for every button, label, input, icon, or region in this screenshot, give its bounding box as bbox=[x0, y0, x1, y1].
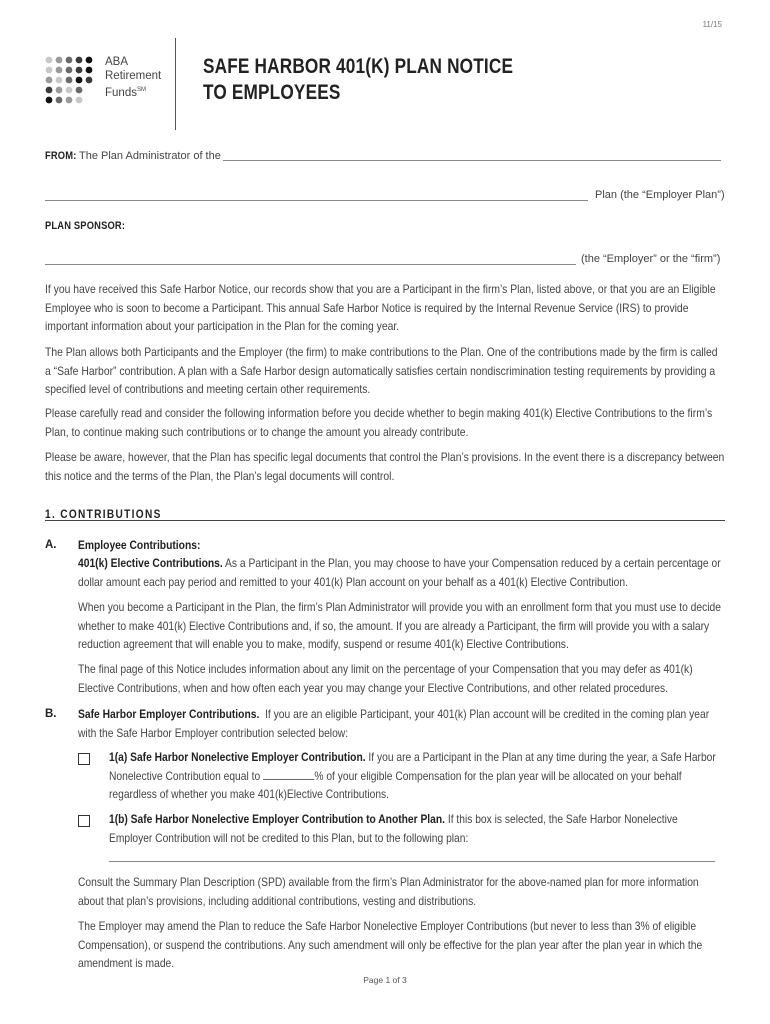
form-version: 11/15 bbox=[702, 20, 722, 29]
header-divider bbox=[175, 38, 176, 130]
logo-line-3: Funds℠ bbox=[105, 86, 146, 99]
plan-sponsor-field[interactable] bbox=[45, 264, 576, 265]
service-mark: SM bbox=[136, 87, 146, 93]
other-plan-name-field[interactable] bbox=[109, 861, 715, 862]
intro-paragraph-4: Please be aware, however, that the Plan has specific legal documents that control the Plan’s provisions. In the event there is a discrepancy between this notice and the terms of the Plan, the Plan’s legal documents will control. bbox=[45, 451, 725, 483]
document-title: SAFE HARBOR 401(K) PLAN NOTICE TO EMPLOYEES bbox=[203, 55, 514, 104]
option-1a-text: 1(a) Safe Harbor Nonelective Employer Contribution. If you are a Participant in the Plan at any time during the year, a Safe Harbor Nonelective Contribution equal to % of your eligible Compensation for the plan year will be allocated on your behalf regardless of whether you make 401(k)Elective Contributions. bbox=[109, 751, 716, 801]
logo-dot-grid-icon bbox=[45, 55, 101, 107]
contribution-percent-field[interactable] bbox=[263, 769, 314, 780]
item-a-title: Employee Contributions: bbox=[78, 539, 201, 552]
item-b-letter: B. bbox=[45, 708, 57, 720]
spd-paragraph: Consult the Summary Plan Description (SPD) available from the firm’s Plan Administrator for the above-named plan for more information about that plan’s provisions, including additional contributions, vesting and distributions. bbox=[78, 876, 699, 908]
option-1b-text: 1(b) Safe Harbor Nonelective Employer Contribution to Another Plan. If this box is selected, the Safe Harbor Nonelective Employer Contribution will not be credited to this Plan, but to the following plan: bbox=[109, 813, 678, 845]
item-a-paragraph-2: When you become a Participant in the Plan, the firm’s Plan Administrator will provide you with an enrollment form that you must use to decide whether to make 401(k) Elective Contributions and, if so, the amount. If you are already a Participant, the firm will provide you with a salary reduction agreement that will enable you to make, modify, suspend or resume 401(k) Elective Contributions. bbox=[78, 601, 722, 651]
intro-paragraph-3: Please carefully read and consider the following information before you decide whether to begin making 401(k) Elective Contributions to the firm’s Plan, to continue making such contributions or to change the amount you already contribute. bbox=[45, 407, 713, 439]
amendment-paragraph: The Employer may amend the Plan to reduce the Safe Harbor Nonelective Employer Contributions (but never to less than 3% of eligible Compensation), or suspend the contributions. Any such amendment will only be effective for the plan year after the plan year in which the amendment is made. bbox=[78, 920, 703, 970]
from-label: FROM: bbox=[45, 150, 77, 162]
logo-line-1: ABA bbox=[105, 56, 129, 68]
employer-plan-name-field[interactable] bbox=[45, 200, 588, 201]
plan-sponsor-label: PLAN SPONSOR: bbox=[45, 220, 126, 232]
item-a-paragraph-1: 401(k) Elective Contributions. As a Participant in the Plan, you may choose to have your Compensation reduced by a certain percentage or dollar amount each pay period and remitted to your 401(k) Plan account on your behalf as a 401(k) Elective Contribution. bbox=[78, 557, 721, 589]
intro-paragraph-1: If you have received this Safe Harbor Notice, our records show that you are a Participant in the firm’s Plan, listed above, or that you are an Eligible Employee who is soon to become a Participant. This annual Safe Harbor Notice is required by the Internal Revenue Service (IRS) to provide important information about your participation in the Plan for the coming year. bbox=[45, 283, 716, 333]
item-a-paragraph-3: The final page of this Notice includes information about any limit on the percentage of your Compensation that you may defer as 401(k) Elective Contributions, when and how often each year you may change your Elective Contributions, and other related procedures. bbox=[78, 663, 693, 695]
intro-paragraph-2: The Plan allows both Participants and the Employer (the firm) to make contributions to the Plan. One of the contributions made by the firm is called a “Safe Harbor” contribution. A plan with a Safe Harbor design automatically satisfies certain nondiscrimination testing requirements by providing a specified level of contributions and meeting certain other requirements. bbox=[45, 346, 718, 396]
logo-line-2: Retirement bbox=[105, 70, 162, 82]
plan-sponsor-suffix: (the “Employer” or the “firm”) bbox=[581, 253, 721, 265]
section-heading-contributions: 1. CONTRIBUTIONS bbox=[45, 505, 725, 521]
page-number: Page 1 of 3 bbox=[363, 975, 407, 985]
item-a-letter: A. bbox=[45, 539, 57, 551]
logo-wordmark bbox=[105, 55, 161, 100]
plan-administrator-field[interactable] bbox=[223, 160, 721, 161]
employer-plan-suffix: Plan (the “Employer Plan”) bbox=[595, 189, 725, 201]
option-1a-checkbox[interactable] bbox=[78, 753, 90, 765]
from-text: The Plan Administrator of the bbox=[79, 150, 221, 162]
item-b-paragraph: Safe Harbor Employer Contributions. If you are an eligible Participant, your 401(k) Plan account will be credited in the coming plan year with the Safe Harbor Employer contribution selected below: bbox=[78, 708, 710, 740]
option-1b-checkbox[interactable] bbox=[78, 815, 90, 827]
aba-retirement-funds-logo bbox=[45, 55, 165, 107]
